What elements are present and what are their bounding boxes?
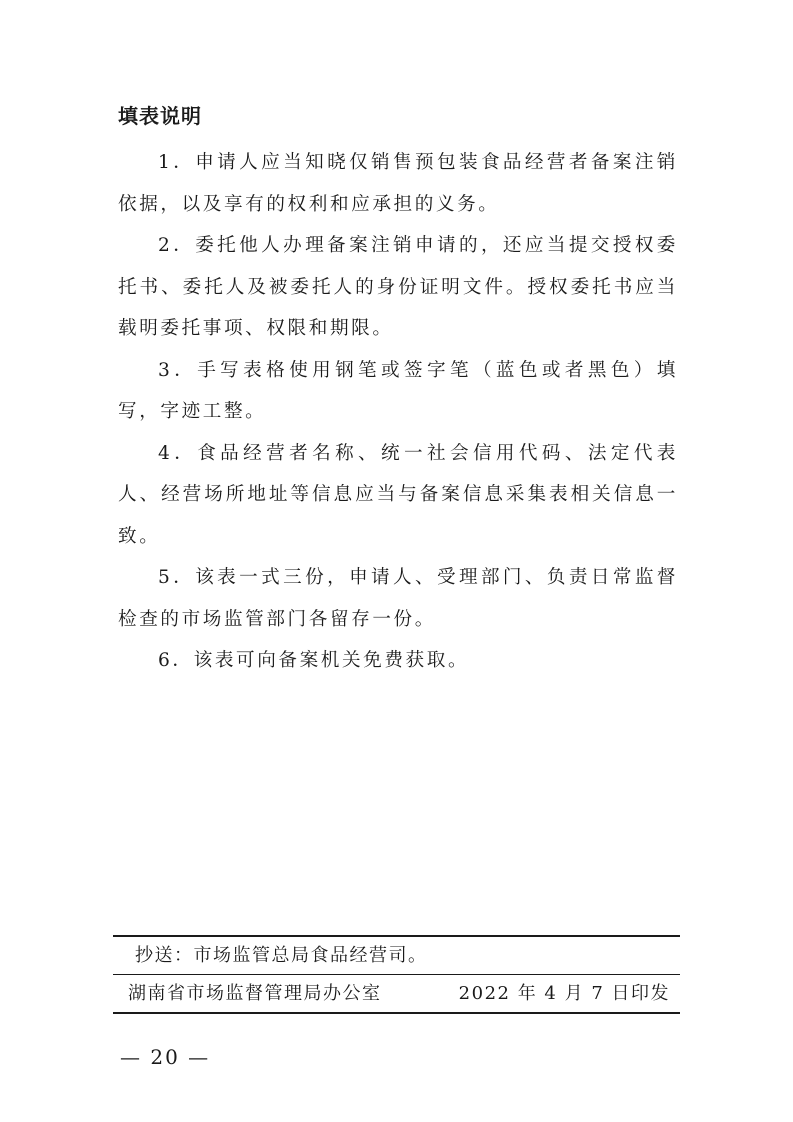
footer-rule-bottom — [113, 1012, 680, 1014]
instruction-item-1: 1．申请人应当知晓仅销售预包装食品经营者备案注销依据，以及享有的权利和应承担的义务。 — [118, 152, 678, 215]
cc-line: 抄送：市场监管总局食品经营司。 — [135, 945, 428, 966]
instruction-item-3: 3．手写表格使用钢笔或签字笔（蓝色或者黑色）填写，字迹工整。 — [118, 359, 678, 422]
instructions-body — [118, 142, 678, 682]
footer-rule-middle — [113, 974, 680, 975]
instruction-item-6: 6．该表可向备案机关免费获取。 — [158, 650, 470, 671]
issue-date: 2022 年 4 月 7 日印发 — [458, 983, 670, 1004]
section-heading: 填表说明 — [118, 104, 202, 128]
instruction-item-2: 2．委托他人办理备案注销申请的，还应当提交授权委托书、委托人及被委托人的身份证明文件。授权委托书应当载明委托事项、权限和期限。 — [118, 235, 678, 339]
instruction-item-4: 4．食品经营者名称、统一社会信用代码、法定代表人、经营场所地址等信息应当与备案信息采集表相关信息一致。 — [118, 442, 678, 547]
issuing-office: 湖南省市场监督管理局办公室 — [128, 983, 382, 1004]
instruction-item-5: 5．该表一式三份，申请人、受理部门、负责日常监督检查的市场监管部门各留存一份。 — [118, 567, 678, 630]
page-number: — 20 — — [120, 1045, 211, 1069]
footer-rule-top — [113, 935, 680, 937]
